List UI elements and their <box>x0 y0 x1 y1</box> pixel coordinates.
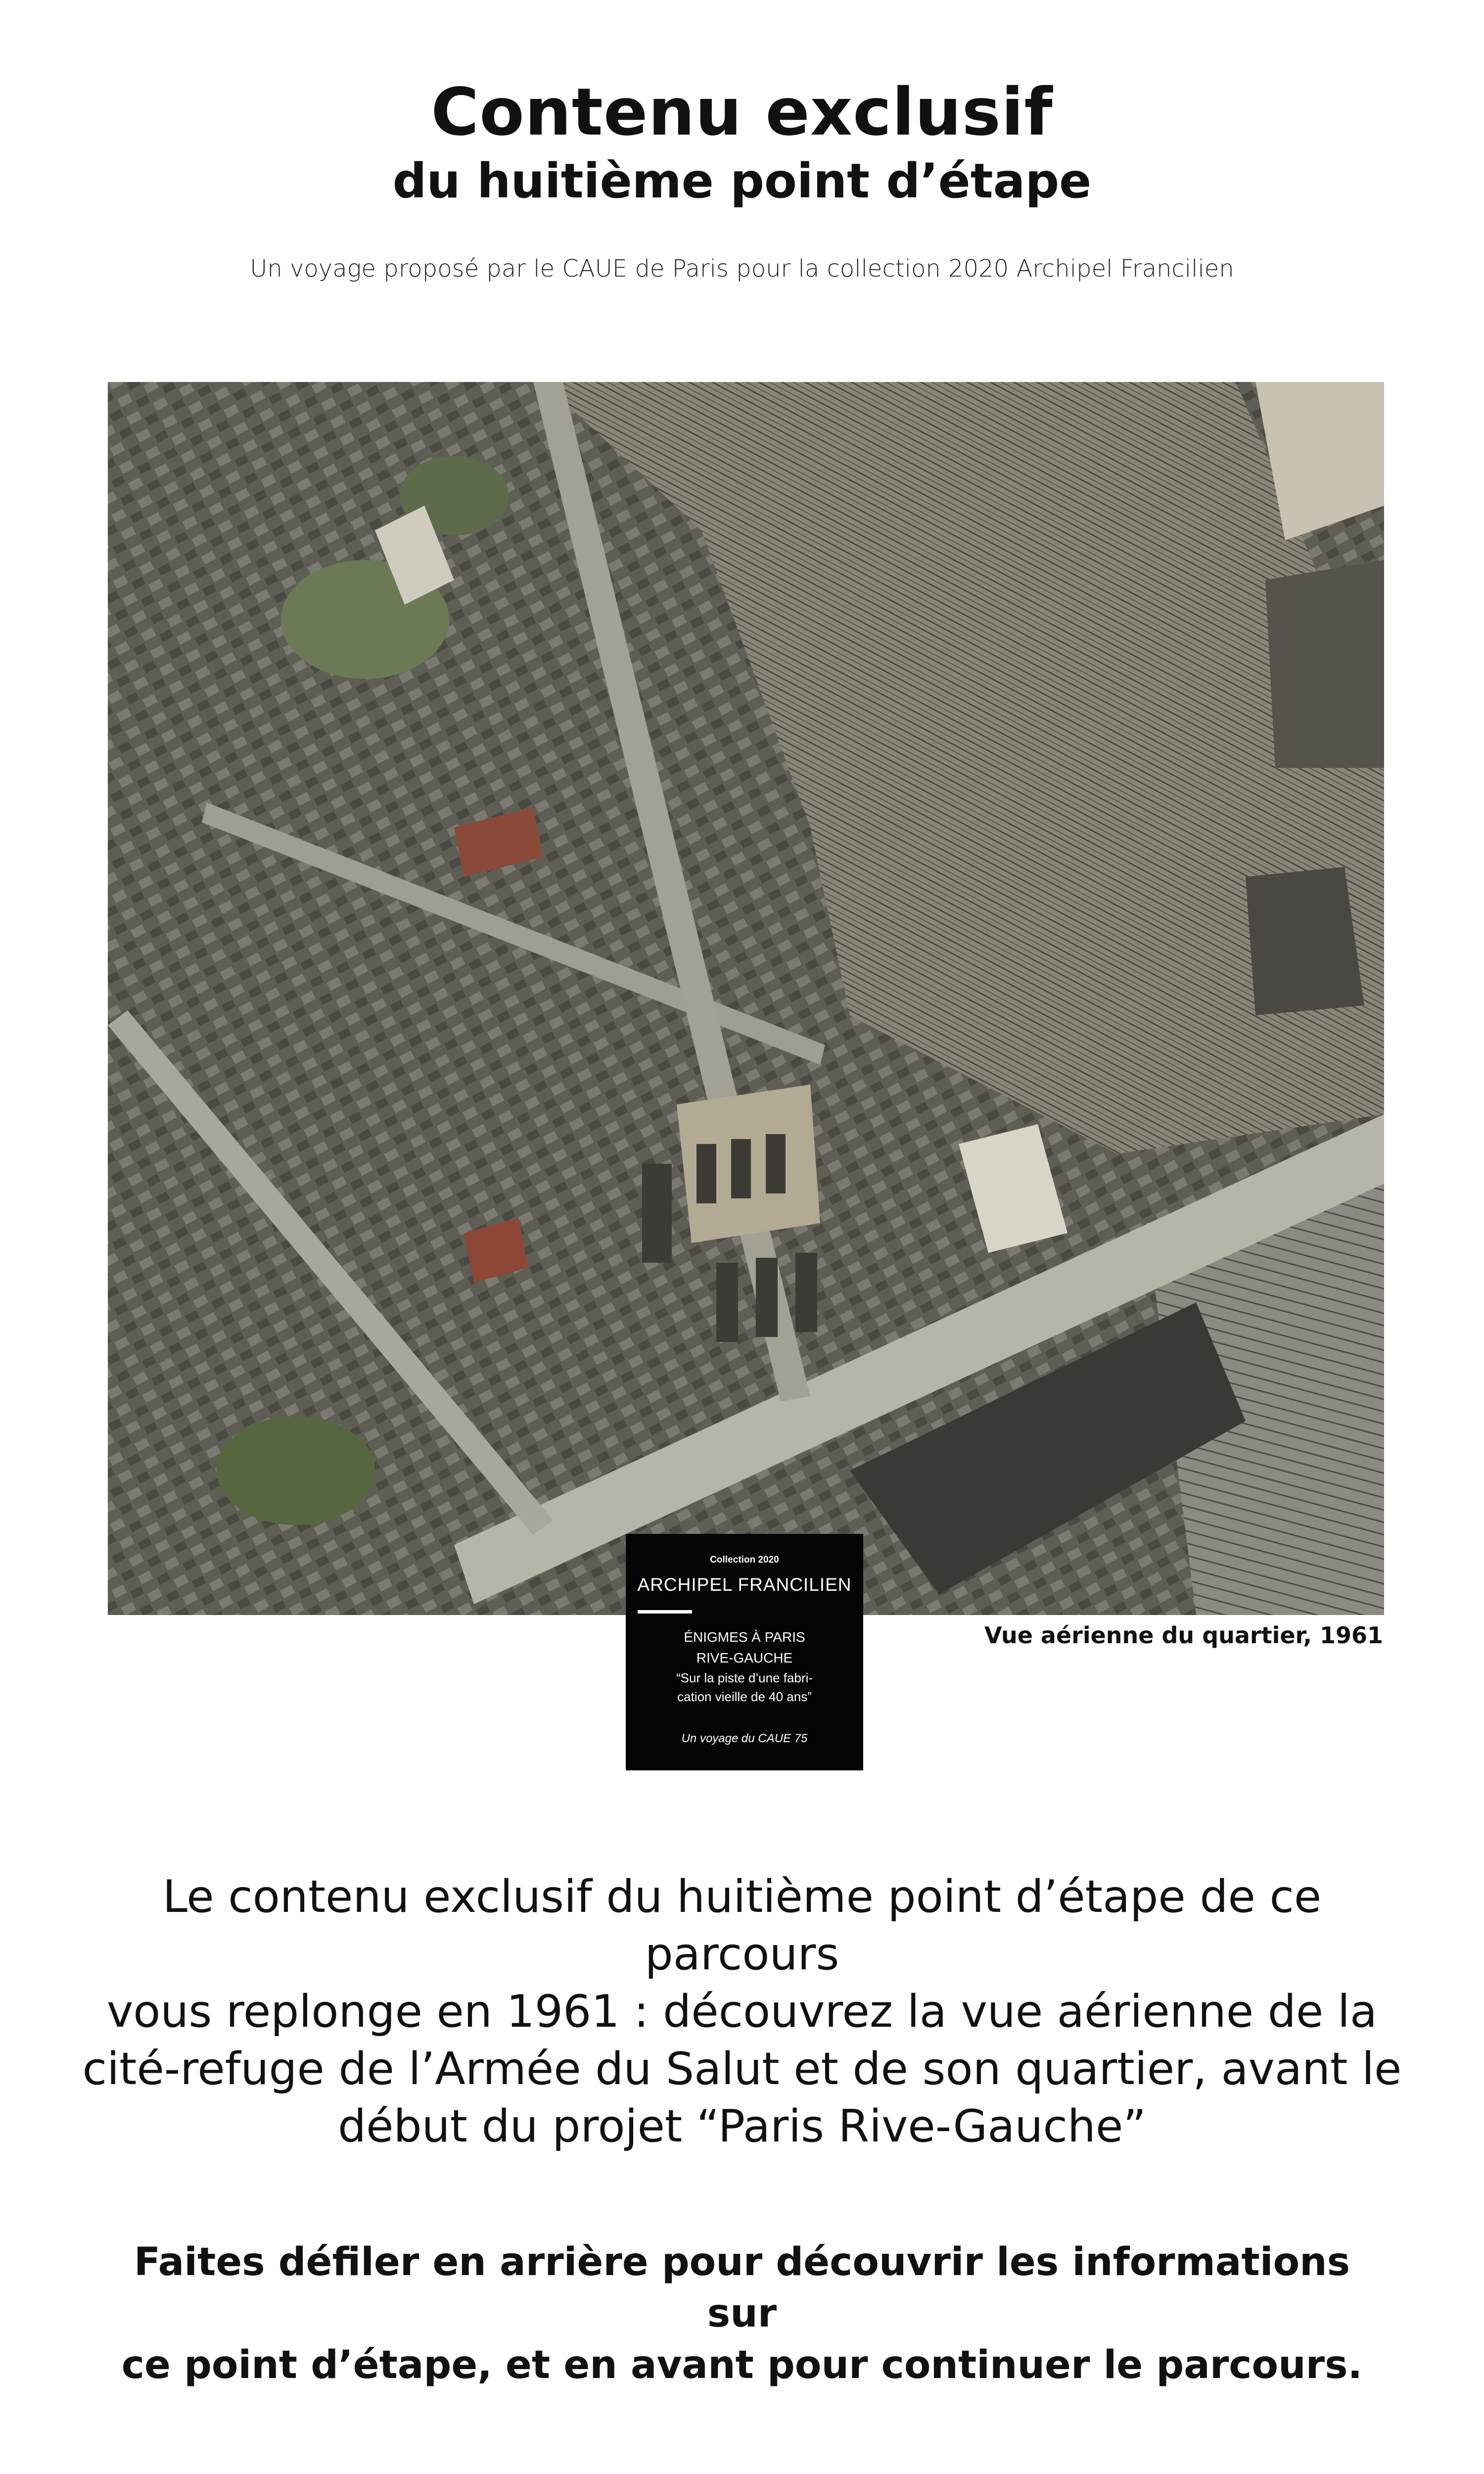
tagline: Un voyage proposé par le CAUE de Paris pour la collection 2020 Archipel Francilien <box>250 255 1234 283</box>
scroll-instructions <box>99 2236 1385 2391</box>
intro-paragraph <box>59 1868 1425 2155</box>
aerial-photo <box>108 382 1384 1615</box>
aerial-photo-illustration <box>108 382 1384 1615</box>
badge-collection: Collection 2020 <box>710 1555 779 1565</box>
collection-badge <box>626 1534 863 1770</box>
badge-quote-line1: “Sur la piste d’une fabri- <box>676 1670 813 1685</box>
footer-line2: ce point d’étape, et en avant pour continuer le parcours. <box>121 2343 1363 2387</box>
badge-title <box>626 1627 863 1668</box>
badge-name: ARCHIPEL FRANCILIEN <box>637 1574 852 1595</box>
badge-title-line1: ÉNIGMES À PARIS <box>684 1629 805 1645</box>
intro-line3: cité-refuge de l’Armée du Salut et de son quartier, avant le <box>82 2043 1402 2095</box>
intro-line2: vous replonge en 1961 : découvrez la vue aérienne de la <box>106 1986 1378 2038</box>
badge-quote <box>636 1668 853 1706</box>
badge-byline: Un voyage du CAUE 75 <box>681 1732 808 1745</box>
badge-title-line2: RIVE-GAUCHE <box>696 1650 793 1665</box>
photo-caption: Vue aérienne du quartier, 1961 <box>984 1622 1383 1649</box>
badge-divider <box>638 1610 692 1614</box>
footer-line1: Faites défiler en arrière pour découvrir les informations sur <box>134 2240 1350 2336</box>
page-title: Contenu exclusif <box>431 74 1053 150</box>
intro-line4: début du projet “Paris Rive-Gauche” <box>338 2100 1146 2152</box>
page-subtitle: du huitième point d’étape <box>392 153 1092 209</box>
badge-quote-line2: cation vieille de 40 ans” <box>677 1689 812 1704</box>
intro-line1: Le contenu exclusif du huitième point d’étape de ce parcours <box>162 1871 1322 1980</box>
